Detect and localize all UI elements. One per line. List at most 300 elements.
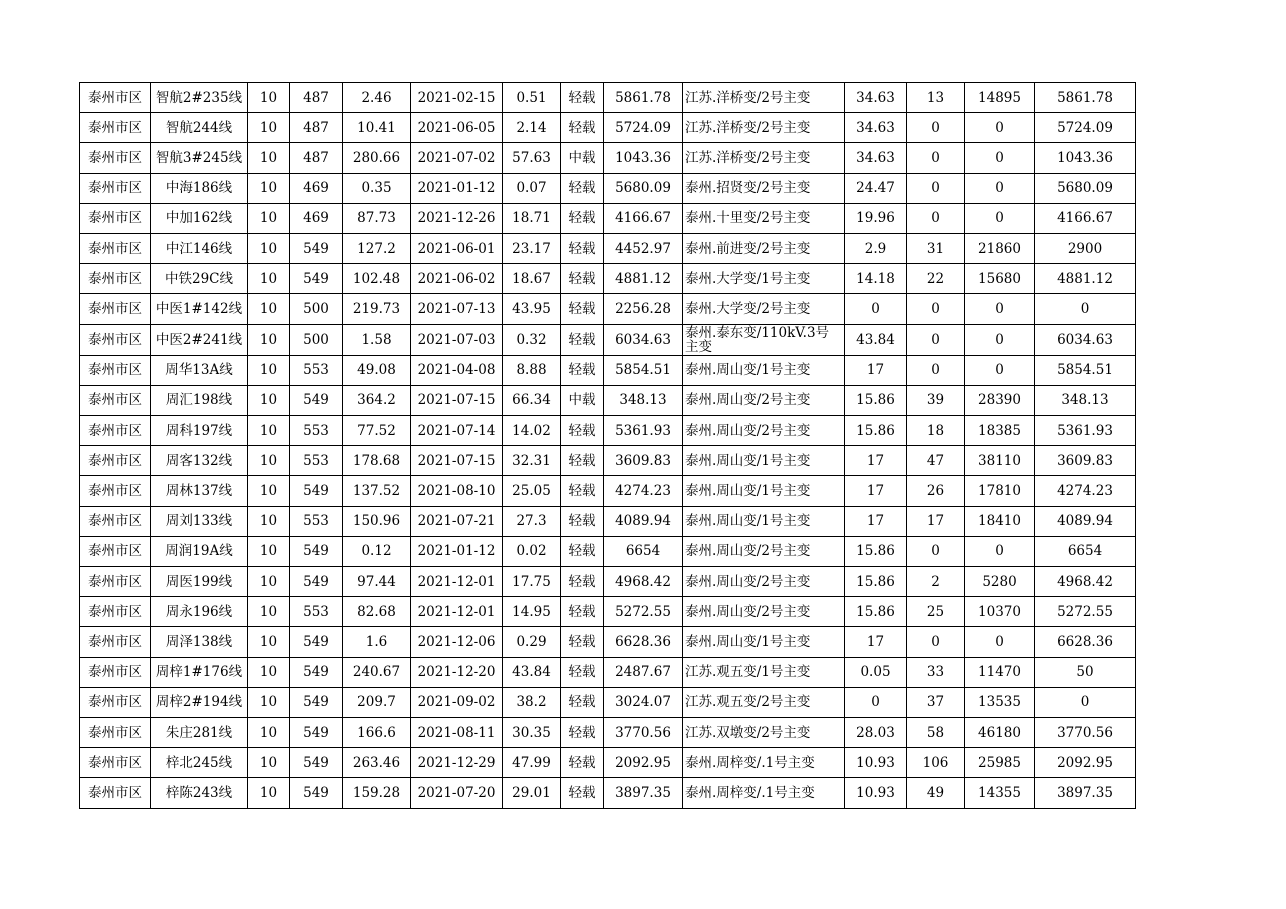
cell-substation: 泰州.周山变/1号主变 (683, 506, 845, 536)
table-body (80, 83, 1136, 809)
cell-line-name: 周梓2#194线 (151, 687, 248, 717)
cell-col-11: 43.84 (845, 324, 907, 355)
cell-col-13: 10370 (965, 597, 1035, 627)
cell-col-9: 2092.95 (604, 748, 683, 778)
cell-col-13: 0 (965, 203, 1035, 233)
cell-load-status: 轻载 (561, 778, 604, 808)
cell-date: 2021-06-05 (411, 113, 503, 143)
cell-date: 2021-08-10 (411, 476, 503, 506)
cell-col-9: 5861.78 (604, 83, 683, 113)
cell-line-name: 周医199线 (151, 567, 248, 597)
cell-col-12: 47 (907, 446, 965, 476)
cell-col-13: 0 (965, 355, 1035, 385)
cell-date: 2021-12-06 (411, 627, 503, 657)
cell-col-4: 553 (290, 355, 343, 385)
cell-line-name: 中海186线 (151, 173, 248, 203)
table-row (80, 778, 1136, 808)
cell-col-14: 0 (1035, 687, 1136, 717)
cell-col-7: 43.84 (503, 657, 561, 687)
cell-district: 泰州市区 (80, 294, 151, 324)
cell-col-14: 4274.23 (1035, 476, 1136, 506)
cell-line-name: 智航2#235线 (151, 83, 248, 113)
cell-col-13: 0 (965, 627, 1035, 657)
cell-col-11: 15.86 (845, 567, 907, 597)
cell-col-11: 34.63 (845, 83, 907, 113)
cell-load-status: 轻载 (561, 233, 604, 263)
cell-date: 2021-06-02 (411, 264, 503, 294)
cell-voltage: 10 (248, 143, 290, 173)
cell-district: 泰州市区 (80, 446, 151, 476)
cell-col-13: 14355 (965, 778, 1035, 808)
cell-col-7: 0.07 (503, 173, 561, 203)
cell-col-12: 0 (907, 355, 965, 385)
cell-voltage: 10 (248, 536, 290, 566)
cell-line-name: 中江146线 (151, 233, 248, 263)
cell-col-14: 50 (1035, 657, 1136, 687)
cell-col-7: 29.01 (503, 778, 561, 808)
cell-col-13: 11470 (965, 657, 1035, 687)
cell-col-9: 4089.94 (604, 506, 683, 536)
cell-col-11: 34.63 (845, 143, 907, 173)
cell-district: 泰州市区 (80, 113, 151, 143)
cell-col-11: 15.86 (845, 597, 907, 627)
cell-col-5: 0.35 (343, 173, 411, 203)
cell-substation: 泰州.周山变/2号主变 (683, 536, 845, 566)
cell-col-5: 159.28 (343, 778, 411, 808)
cell-col-13: 0 (965, 536, 1035, 566)
cell-voltage: 10 (248, 627, 290, 657)
cell-col-5: 102.48 (343, 264, 411, 294)
cell-col-4: 549 (290, 567, 343, 597)
cell-line-name: 梓北245线 (151, 748, 248, 778)
cell-col-13: 0 (965, 113, 1035, 143)
cell-district: 泰州市区 (80, 536, 151, 566)
cell-substation: 泰州.大学变/2号主变 (683, 294, 845, 324)
cell-district: 泰州市区 (80, 83, 151, 113)
cell-col-4: 487 (290, 83, 343, 113)
cell-line-name: 中医1#142线 (151, 294, 248, 324)
cell-col-5: 263.46 (343, 748, 411, 778)
cell-col-14: 4968.42 (1035, 567, 1136, 597)
cell-col-14: 5680.09 (1035, 173, 1136, 203)
cell-substation: 泰州.招贤变/2号主变 (683, 173, 845, 203)
cell-voltage: 10 (248, 597, 290, 627)
cell-col-12: 0 (907, 173, 965, 203)
cell-voltage: 10 (248, 324, 290, 355)
cell-substation: 泰州.周山变/2号主变 (683, 567, 845, 597)
cell-col-13: 28390 (965, 385, 1035, 415)
cell-col-7: 2.14 (503, 113, 561, 143)
cell-col-14: 4089.94 (1035, 506, 1136, 536)
cell-col-5: 49.08 (343, 355, 411, 385)
cell-col-12: 18 (907, 416, 965, 446)
cell-date: 2021-07-14 (411, 416, 503, 446)
cell-substation: 泰州.周山变/1号主变 (683, 446, 845, 476)
cell-load-status: 轻载 (561, 203, 604, 233)
cell-col-4: 549 (290, 717, 343, 747)
cell-col-12: 0 (907, 536, 965, 566)
cell-col-14: 3770.56 (1035, 717, 1136, 747)
cell-col-12: 58 (907, 717, 965, 747)
cell-line-name: 梓陈243线 (151, 778, 248, 808)
cell-col-4: 500 (290, 324, 343, 355)
cell-date: 2021-12-26 (411, 203, 503, 233)
cell-district: 泰州市区 (80, 416, 151, 446)
cell-col-14: 5854.51 (1035, 355, 1136, 385)
cell-voltage: 10 (248, 264, 290, 294)
cell-voltage: 10 (248, 446, 290, 476)
cell-voltage: 10 (248, 203, 290, 233)
cell-load-status: 轻载 (561, 324, 604, 355)
cell-col-9: 3770.56 (604, 717, 683, 747)
cell-col-4: 549 (290, 687, 343, 717)
cell-col-9: 6654 (604, 536, 683, 566)
cell-line-name: 周永196线 (151, 597, 248, 627)
cell-col-9: 6034.63 (604, 324, 683, 355)
cell-col-9: 3609.83 (604, 446, 683, 476)
cell-col-9: 5272.55 (604, 597, 683, 627)
cell-col-7: 47.99 (503, 748, 561, 778)
cell-col-4: 553 (290, 506, 343, 536)
cell-col-5: 2.46 (343, 83, 411, 113)
cell-col-12: 13 (907, 83, 965, 113)
cell-line-name: 周泽138线 (151, 627, 248, 657)
cell-col-5: 0.12 (343, 536, 411, 566)
cell-load-status: 轻载 (561, 264, 604, 294)
table-row (80, 355, 1136, 385)
cell-col-7: 14.02 (503, 416, 561, 446)
cell-col-14: 5272.55 (1035, 597, 1136, 627)
table-row (80, 748, 1136, 778)
cell-date: 2021-12-01 (411, 567, 503, 597)
cell-col-11: 15.86 (845, 416, 907, 446)
cell-col-11: 0 (845, 687, 907, 717)
cell-col-5: 178.68 (343, 446, 411, 476)
cell-line-name: 周科197线 (151, 416, 248, 446)
table-row (80, 113, 1136, 143)
cell-col-14: 3897.35 (1035, 778, 1136, 808)
cell-voltage: 10 (248, 717, 290, 747)
cell-col-14: 3609.83 (1035, 446, 1136, 476)
cell-col-11: 17 (845, 446, 907, 476)
cell-district: 泰州市区 (80, 233, 151, 263)
cell-district: 泰州市区 (80, 203, 151, 233)
cell-date: 2021-07-13 (411, 294, 503, 324)
cell-col-9: 3897.35 (604, 778, 683, 808)
cell-col-13: 13535 (965, 687, 1035, 717)
cell-col-13: 5280 (965, 567, 1035, 597)
cell-substation: 泰州.周梓变/.1号主变 (683, 778, 845, 808)
cell-col-9: 3024.07 (604, 687, 683, 717)
cell-col-11: 17 (845, 627, 907, 657)
cell-col-9: 2487.67 (604, 657, 683, 687)
cell-col-14: 6034.63 (1035, 324, 1136, 355)
cell-col-12: 0 (907, 294, 965, 324)
cell-voltage: 10 (248, 173, 290, 203)
cell-district: 泰州市区 (80, 597, 151, 627)
cell-col-12: 0 (907, 627, 965, 657)
cell-date: 2021-12-20 (411, 657, 503, 687)
cell-voltage: 10 (248, 657, 290, 687)
cell-substation: 江苏.观五变/2号主变 (683, 687, 845, 717)
cell-col-13: 46180 (965, 717, 1035, 747)
cell-load-status: 轻载 (561, 476, 604, 506)
cell-district: 泰州市区 (80, 657, 151, 687)
cell-col-5: 97.44 (343, 567, 411, 597)
cell-substation: 江苏.双墩变/2号主变 (683, 717, 845, 747)
cell-col-14: 5861.78 (1035, 83, 1136, 113)
cell-load-status: 轻载 (561, 627, 604, 657)
cell-date: 2021-12-29 (411, 748, 503, 778)
cell-district: 泰州市区 (80, 355, 151, 385)
cell-col-12: 33 (907, 657, 965, 687)
cell-col-14: 5724.09 (1035, 113, 1136, 143)
cell-date: 2021-07-20 (411, 778, 503, 808)
table-row (80, 324, 1136, 355)
cell-col-14: 2092.95 (1035, 748, 1136, 778)
cell-col-4: 487 (290, 143, 343, 173)
cell-col-7: 38.2 (503, 687, 561, 717)
cell-col-9: 6628.36 (604, 627, 683, 657)
cell-substation: 泰州.十里变/2号主变 (683, 203, 845, 233)
table-row (80, 203, 1136, 233)
cell-substation: 泰州.周山变/2号主变 (683, 597, 845, 627)
cell-col-11: 0.05 (845, 657, 907, 687)
cell-col-7: 57.63 (503, 143, 561, 173)
cell-line-name: 中铁29C线 (151, 264, 248, 294)
cell-col-13: 17810 (965, 476, 1035, 506)
cell-col-11: 10.93 (845, 778, 907, 808)
cell-voltage: 10 (248, 113, 290, 143)
table-row (80, 506, 1136, 536)
cell-col-5: 10.41 (343, 113, 411, 143)
cell-col-4: 469 (290, 203, 343, 233)
cell-col-14: 348.13 (1035, 385, 1136, 415)
cell-col-12: 17 (907, 506, 965, 536)
cell-col-9: 1043.36 (604, 143, 683, 173)
cell-col-9: 4881.12 (604, 264, 683, 294)
cell-district: 泰州市区 (80, 143, 151, 173)
cell-date: 2021-07-21 (411, 506, 503, 536)
cell-col-7: 32.31 (503, 446, 561, 476)
cell-col-7: 66.34 (503, 385, 561, 415)
data-table (79, 82, 1136, 809)
cell-col-9: 5361.93 (604, 416, 683, 446)
cell-date: 2021-01-12 (411, 536, 503, 566)
cell-col-9: 4452.97 (604, 233, 683, 263)
cell-load-status: 中载 (561, 143, 604, 173)
cell-voltage: 10 (248, 233, 290, 263)
cell-col-9: 4166.67 (604, 203, 683, 233)
table-row (80, 233, 1136, 263)
cell-substation: 泰州.周梓变/.1号主变 (683, 748, 845, 778)
cell-col-14: 5361.93 (1035, 416, 1136, 446)
cell-col-4: 553 (290, 597, 343, 627)
cell-substation: 泰州.泰东变/110kV.3号主变 (683, 324, 845, 355)
cell-district: 泰州市区 (80, 567, 151, 597)
cell-col-9: 5854.51 (604, 355, 683, 385)
cell-district: 泰州市区 (80, 264, 151, 294)
cell-voltage: 10 (248, 476, 290, 506)
cell-col-12: 37 (907, 687, 965, 717)
cell-line-name: 周梓1#176线 (151, 657, 248, 687)
cell-col-11: 28.03 (845, 717, 907, 747)
cell-voltage: 10 (248, 778, 290, 808)
cell-voltage: 10 (248, 748, 290, 778)
cell-col-11: 17 (845, 355, 907, 385)
cell-col-5: 77.52 (343, 416, 411, 446)
cell-col-11: 15.86 (845, 385, 907, 415)
cell-load-status: 轻载 (561, 597, 604, 627)
cell-col-4: 487 (290, 113, 343, 143)
cell-col-5: 240.67 (343, 657, 411, 687)
cell-substation: 泰州.周山变/1号主变 (683, 476, 845, 506)
cell-col-7: 0.32 (503, 324, 561, 355)
cell-col-12: 0 (907, 113, 965, 143)
table-row (80, 416, 1136, 446)
cell-district: 泰州市区 (80, 476, 151, 506)
cell-col-9: 5724.09 (604, 113, 683, 143)
cell-col-12: 0 (907, 324, 965, 355)
cell-col-4: 549 (290, 657, 343, 687)
cell-col-7: 0.51 (503, 83, 561, 113)
table-row (80, 717, 1136, 747)
cell-col-11: 0 (845, 294, 907, 324)
cell-load-status: 轻载 (561, 83, 604, 113)
cell-col-11: 15.86 (845, 536, 907, 566)
cell-district: 泰州市区 (80, 506, 151, 536)
table-row (80, 597, 1136, 627)
cell-substation: 江苏.洋桥变/2号主变 (683, 83, 845, 113)
table-row (80, 173, 1136, 203)
cell-col-13: 0 (965, 324, 1035, 355)
cell-col-11: 34.63 (845, 113, 907, 143)
cell-date: 2021-06-01 (411, 233, 503, 263)
cell-col-4: 553 (290, 416, 343, 446)
table-row (80, 567, 1136, 597)
table-row (80, 536, 1136, 566)
table-row (80, 687, 1136, 717)
cell-line-name: 中加162线 (151, 203, 248, 233)
cell-date: 2021-04-08 (411, 355, 503, 385)
cell-col-12: 31 (907, 233, 965, 263)
cell-col-13: 0 (965, 143, 1035, 173)
cell-col-12: 0 (907, 203, 965, 233)
cell-col-5: 127.2 (343, 233, 411, 263)
cell-substation: 泰州.周山变/2号主变 (683, 385, 845, 415)
table-row (80, 446, 1136, 476)
cell-col-12: 22 (907, 264, 965, 294)
table-row (80, 83, 1136, 113)
cell-load-status: 轻载 (561, 657, 604, 687)
cell-load-status: 轻载 (561, 416, 604, 446)
cell-col-4: 549 (290, 778, 343, 808)
cell-line-name: 周润19A线 (151, 536, 248, 566)
cell-col-13: 0 (965, 173, 1035, 203)
cell-col-7: 30.35 (503, 717, 561, 747)
cell-col-12: 49 (907, 778, 965, 808)
cell-col-14: 4166.67 (1035, 203, 1136, 233)
cell-line-name: 周华13A线 (151, 355, 248, 385)
cell-col-7: 0.02 (503, 536, 561, 566)
cell-col-5: 280.66 (343, 143, 411, 173)
cell-load-status: 轻载 (561, 748, 604, 778)
cell-col-5: 150.96 (343, 506, 411, 536)
cell-col-14: 1043.36 (1035, 143, 1136, 173)
cell-col-13: 18410 (965, 506, 1035, 536)
cell-district: 泰州市区 (80, 324, 151, 355)
cell-col-12: 2 (907, 567, 965, 597)
cell-load-status: 轻载 (561, 536, 604, 566)
table-row (80, 264, 1136, 294)
table-row (80, 385, 1136, 415)
cell-col-9: 5680.09 (604, 173, 683, 203)
cell-line-name: 智航244线 (151, 113, 248, 143)
table-row (80, 657, 1136, 687)
cell-col-4: 500 (290, 294, 343, 324)
cell-line-name: 周刘133线 (151, 506, 248, 536)
cell-substation: 江苏.洋桥变/2号主变 (683, 113, 845, 143)
cell-col-5: 137.52 (343, 476, 411, 506)
cell-col-9: 348.13 (604, 385, 683, 415)
cell-col-4: 549 (290, 385, 343, 415)
cell-substation: 泰州.周山变/2号主变 (683, 416, 845, 446)
cell-substation: 江苏.观五变/1号主变 (683, 657, 845, 687)
cell-col-4: 549 (290, 748, 343, 778)
cell-col-13: 25985 (965, 748, 1035, 778)
cell-col-5: 209.7 (343, 687, 411, 717)
cell-line-name: 朱庄281线 (151, 717, 248, 747)
cell-voltage: 10 (248, 567, 290, 597)
cell-col-14: 4881.12 (1035, 264, 1136, 294)
cell-col-5: 219.73 (343, 294, 411, 324)
cell-col-11: 17 (845, 506, 907, 536)
cell-load-status: 轻载 (561, 355, 604, 385)
cell-col-12: 106 (907, 748, 965, 778)
cell-line-name: 周汇198线 (151, 385, 248, 415)
cell-col-12: 39 (907, 385, 965, 415)
cell-date: 2021-01-12 (411, 173, 503, 203)
table-row (80, 627, 1136, 657)
cell-load-status: 轻载 (561, 567, 604, 597)
cell-col-11: 24.47 (845, 173, 907, 203)
cell-col-4: 549 (290, 264, 343, 294)
cell-load-status: 轻载 (561, 173, 604, 203)
cell-col-5: 1.58 (343, 324, 411, 355)
cell-date: 2021-07-02 (411, 143, 503, 173)
cell-date: 2021-07-15 (411, 446, 503, 476)
cell-col-13: 38110 (965, 446, 1035, 476)
table-row (80, 476, 1136, 506)
cell-load-status: 轻载 (561, 687, 604, 717)
cell-col-14: 2900 (1035, 233, 1136, 263)
cell-col-7: 17.75 (503, 567, 561, 597)
cell-load-status: 轻载 (561, 506, 604, 536)
cell-col-5: 82.68 (343, 597, 411, 627)
table-row (80, 143, 1136, 173)
cell-col-5: 87.73 (343, 203, 411, 233)
cell-col-5: 1.6 (343, 627, 411, 657)
cell-district: 泰州市区 (80, 748, 151, 778)
cell-col-7: 8.88 (503, 355, 561, 385)
cell-substation: 泰州.周山变/1号主变 (683, 355, 845, 385)
cell-date: 2021-08-11 (411, 717, 503, 747)
cell-district: 泰州市区 (80, 687, 151, 717)
cell-col-12: 26 (907, 476, 965, 506)
cell-col-7: 0.29 (503, 627, 561, 657)
cell-col-13: 15680 (965, 264, 1035, 294)
cell-line-name: 智航3#245线 (151, 143, 248, 173)
